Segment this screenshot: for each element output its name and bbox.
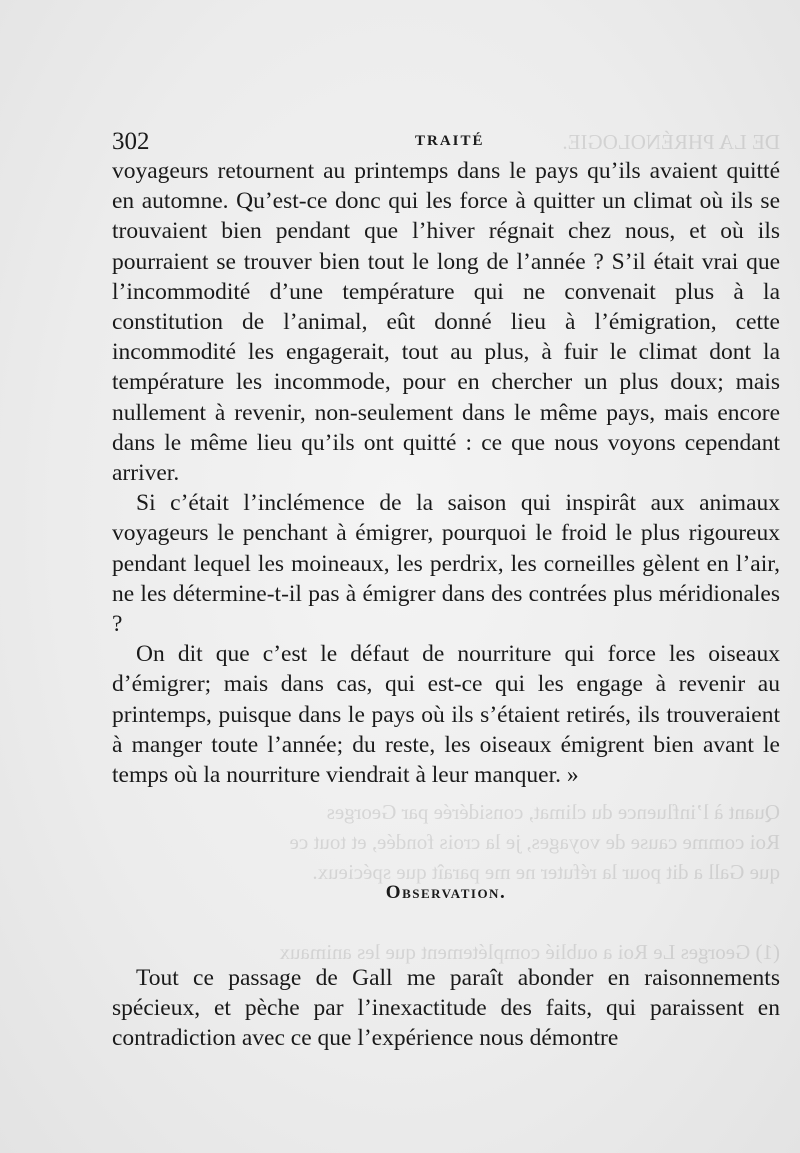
page-number: 302 — [112, 128, 150, 155]
running-header — [112, 128, 780, 158]
paragraph: Si c’était l’inclémence de la saison qui inspirât aux animaux voyageurs le penchant à émigrer, pourquoi le froid le plus rigoureux pendant lequel les moineaux, les perdrix, les corneilles gèlent en l’air, ne les détermine-t-il pas à émigrer dans des contrées plus méridionales ? — [112, 490, 780, 638]
paragraph: voyageurs retournent au printemps dans le pays qu’ils avaient quitté en automne. Qu’est-ce donc qui les force à quitter un climat où ils se trouvaient bien pendant que l’hiver régnait chez nous, et où ils pourraient se trouver bien tout le long de l’année ? S’il était vrai que l’incommodité d’une température qui ne convenait plus à la constitution de l’animal, eût donné lieu à l’émigration, cette incommodité les engagerait, tout au plus, à fuir le climat dont la température les incommode, pour en chercher un plus doux; mais nullement à revenir, non-seulement dans le même pays, mais encore dans le même lieu qu’ils ont quitté : ce que nous voyons cependant arriver. — [112, 158, 780, 487]
paragraph: On dit que c’est le défaut de nourriture qui force les oiseaux d’émigrer; mais dans cas, qui est-ce qui les engage à revenir au printemps, puisque dans le pays où ils s’étaient retirés, ils trouveraient à manger toute l’année; du reste, les oiseaux émigrent bien avant le temps où la nourriture viendrait à leur manquer. » — [112, 641, 780, 789]
show-through-decoration: DE LA PHRÉNOLOGIE. — [562, 130, 780, 154]
show-through-decoration: que Gall a dit pour la réfuter ne me paraît que spécieux. — [312, 860, 780, 884]
paragraph: Tout ce passage de Gall me paraît abonder en raisonnements spécieux, et pèche par l’inexactitude des faits, qui paraissent en contradiction avec ce que l’expérience nous démontre — [112, 965, 780, 1052]
main-text — [112, 156, 780, 790]
show-through-decoration: Quant à l’influence du climat, considérée par Georges — [326, 800, 780, 824]
running-title: TRAITÉ — [415, 133, 485, 149]
show-through-decoration: (1) Georges Le Roi a oublié complétement que les animaux — [279, 940, 780, 964]
section-heading: Observation. — [385, 882, 507, 903]
observation-text — [112, 963, 780, 1054]
show-through-decoration: Roi comme cause de voyages, je la crois fondée, et tout ce — [289, 830, 780, 854]
